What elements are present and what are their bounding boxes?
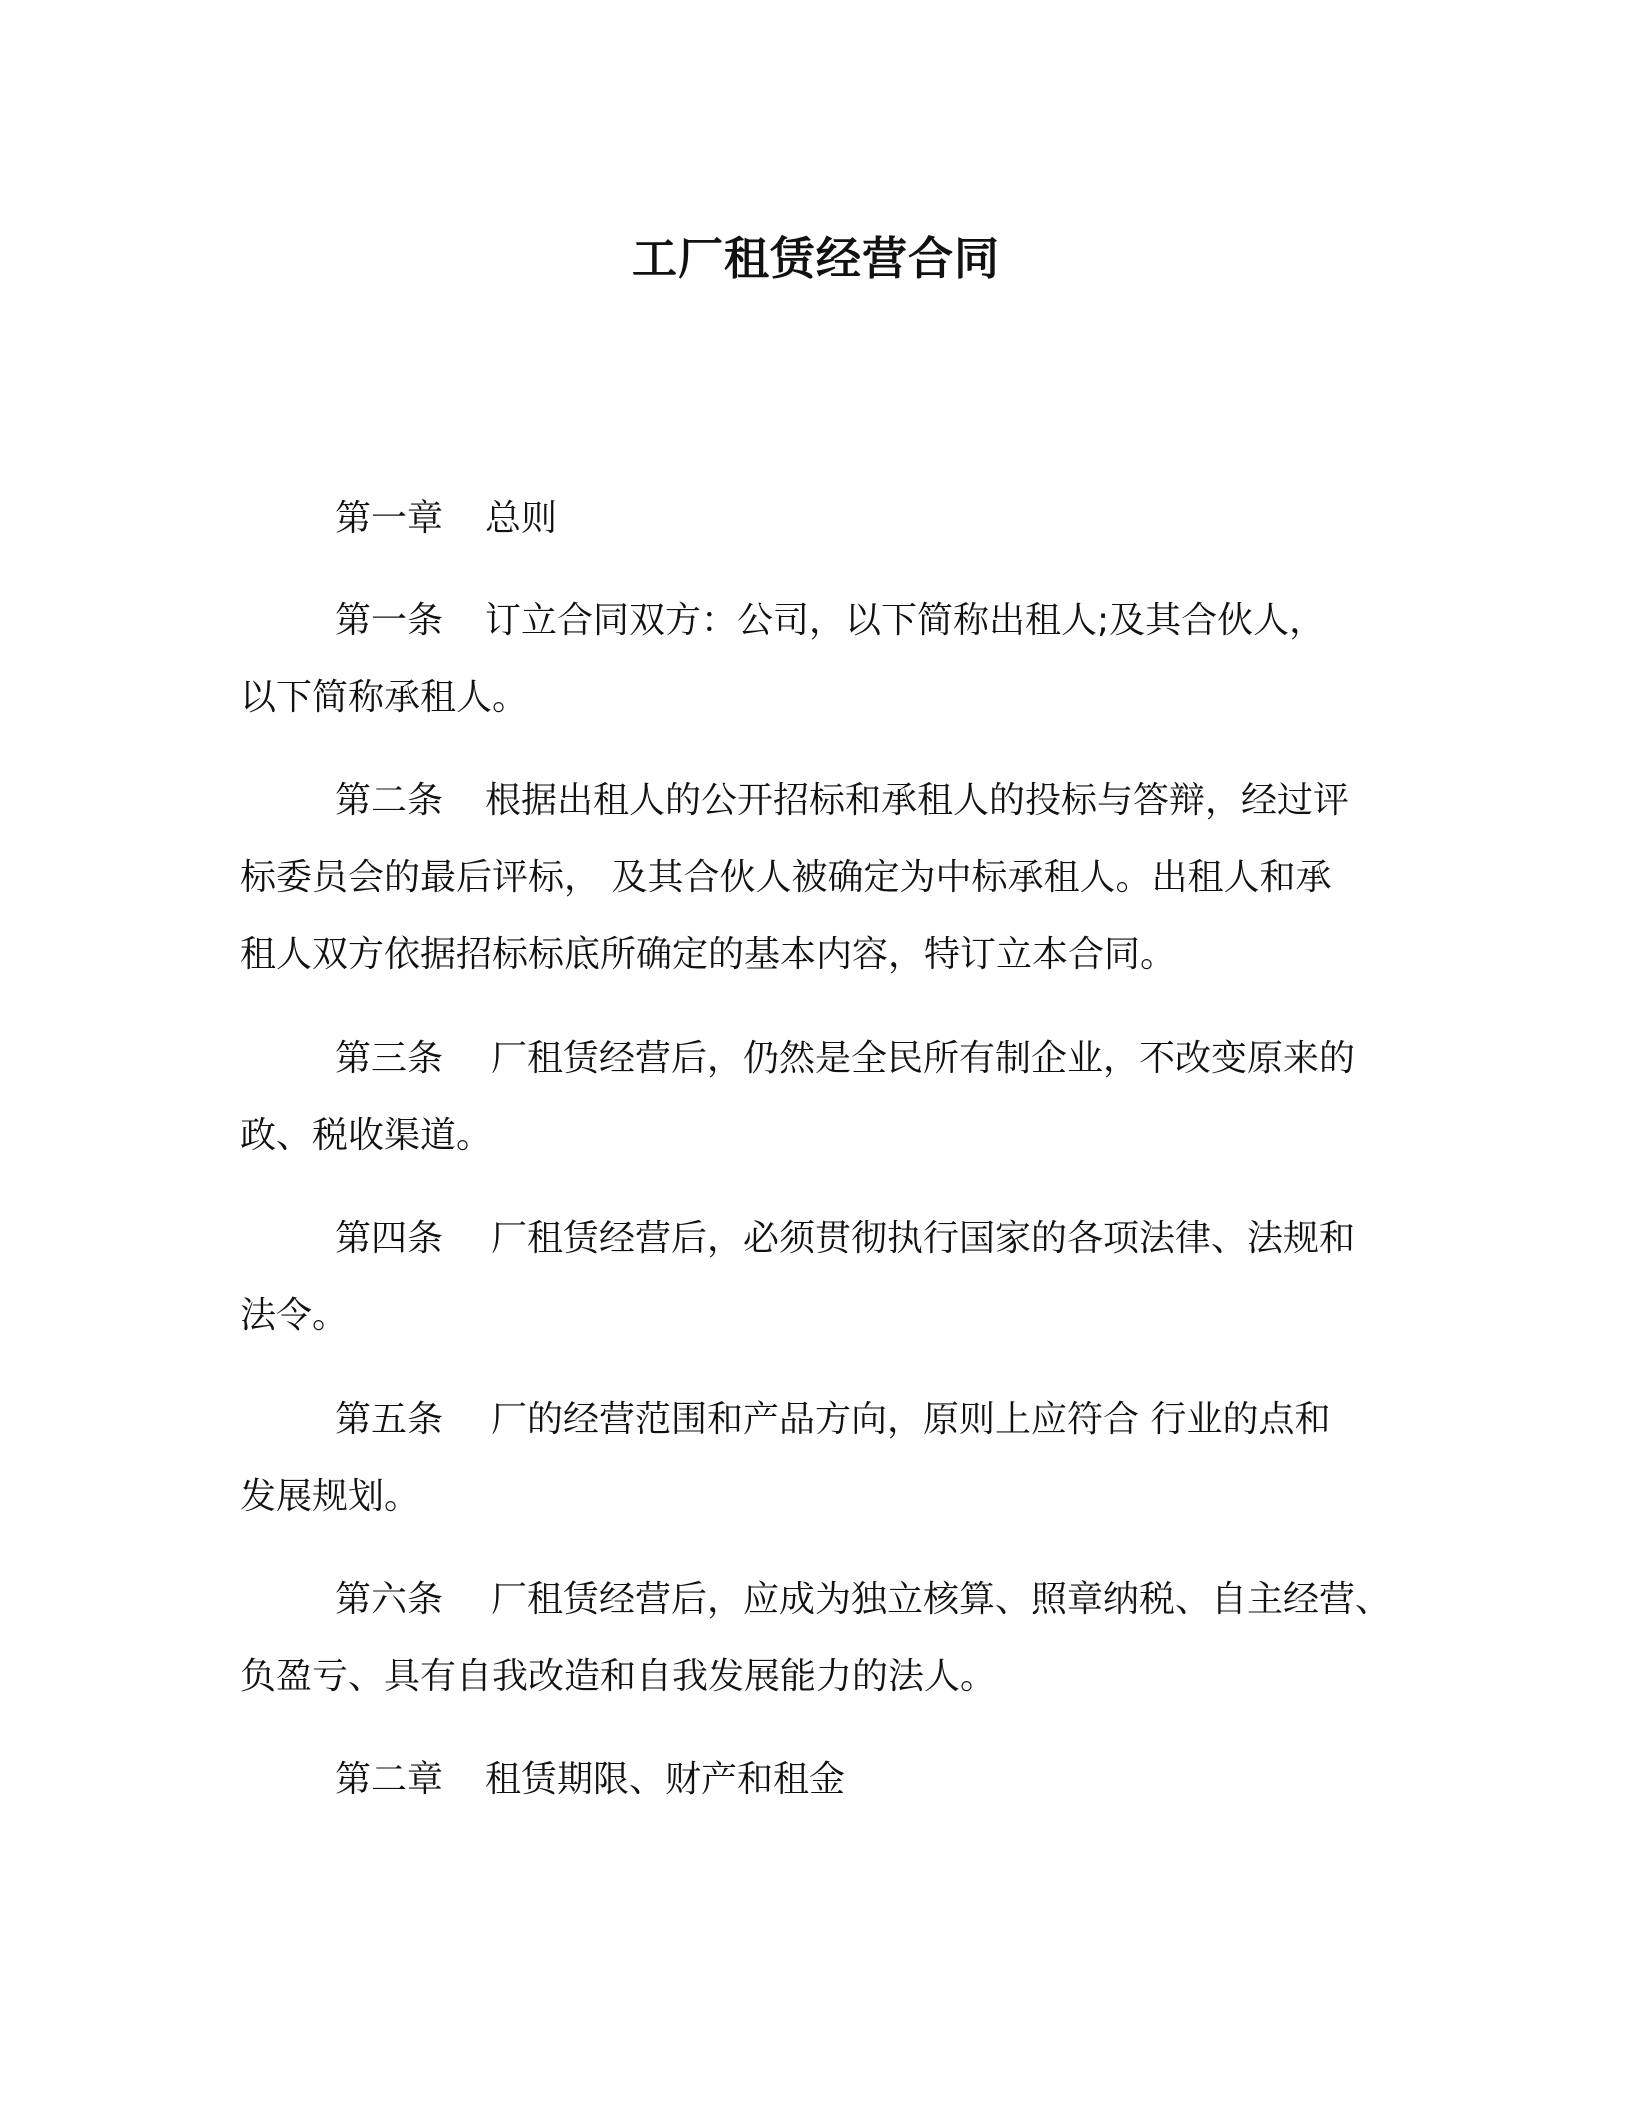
article-5 <box>240 1381 1410 1535</box>
article-2-label: 第二条 <box>335 780 444 821</box>
article-1-line-1: 订立合同双方：公司，以下简称出租人;及其合伙人， <box>485 600 1326 641</box>
article-3-line-2: 政、税收渠道。 <box>240 1115 493 1156</box>
article-6-label: 第六条 <box>335 1579 444 1620</box>
document-title: 工厂租赁经营合同 <box>631 232 1000 285</box>
chapter-2-label: 第二章 <box>335 1759 444 1800</box>
article-1 <box>240 582 1410 736</box>
article-6-line-1: 厂租赁经营后，应成为独立核算、照章纳税、自主经营、 <box>491 1579 1392 1620</box>
article-5-line-1: 厂的经营范围和产品方向，原则上应符合 行业的点和 <box>491 1399 1331 1440</box>
article-3-label: 第三条 <box>335 1038 444 1079</box>
article-2-line-3: 租人双方依据招标标底所确定的基本内容，特订立本合同。 <box>240 934 1177 975</box>
article-3-line-1: 厂租赁经营后，仍然是全民所有制企业，不改变原来的 <box>491 1038 1356 1079</box>
article-6-line-2: 负盈亏、具有自我改造和自我发展能力的法人。 <box>240 1656 997 1697</box>
article-5-line-2: 发展规划。 <box>240 1476 421 1517</box>
article-6 <box>240 1561 1410 1715</box>
chapter-1-text: 总则 <box>485 498 558 539</box>
chapter-2-text: 租赁期限、财产和租金 <box>485 1759 846 1800</box>
article-1-line-2: 以下简称承租人。 <box>240 677 529 718</box>
article-2-line-2: 标委员会的最后评标， 及其合伙人被确定为中标承租人。出租人和承 <box>240 857 1332 898</box>
article-5-label: 第五条 <box>335 1399 444 1440</box>
chapter-1-label: 第一章 <box>335 498 444 539</box>
article-4-line-1: 厂租赁经营后，必须贯彻执行国家的各项法律、法规和 <box>491 1218 1356 1259</box>
article-2 <box>240 762 1410 993</box>
chapter-1-heading <box>240 480 1410 557</box>
article-1-label: 第一条 <box>335 600 444 641</box>
article-4 <box>240 1200 1410 1354</box>
chapter-2-heading <box>240 1741 1410 1818</box>
article-4-label: 第四条 <box>335 1218 444 1259</box>
article-2-line-1: 根据出租人的公开招标和承租人的投标与答辩，经过评 <box>485 780 1350 821</box>
article-4-line-2: 法令。 <box>240 1295 349 1336</box>
article-3 <box>240 1020 1410 1174</box>
